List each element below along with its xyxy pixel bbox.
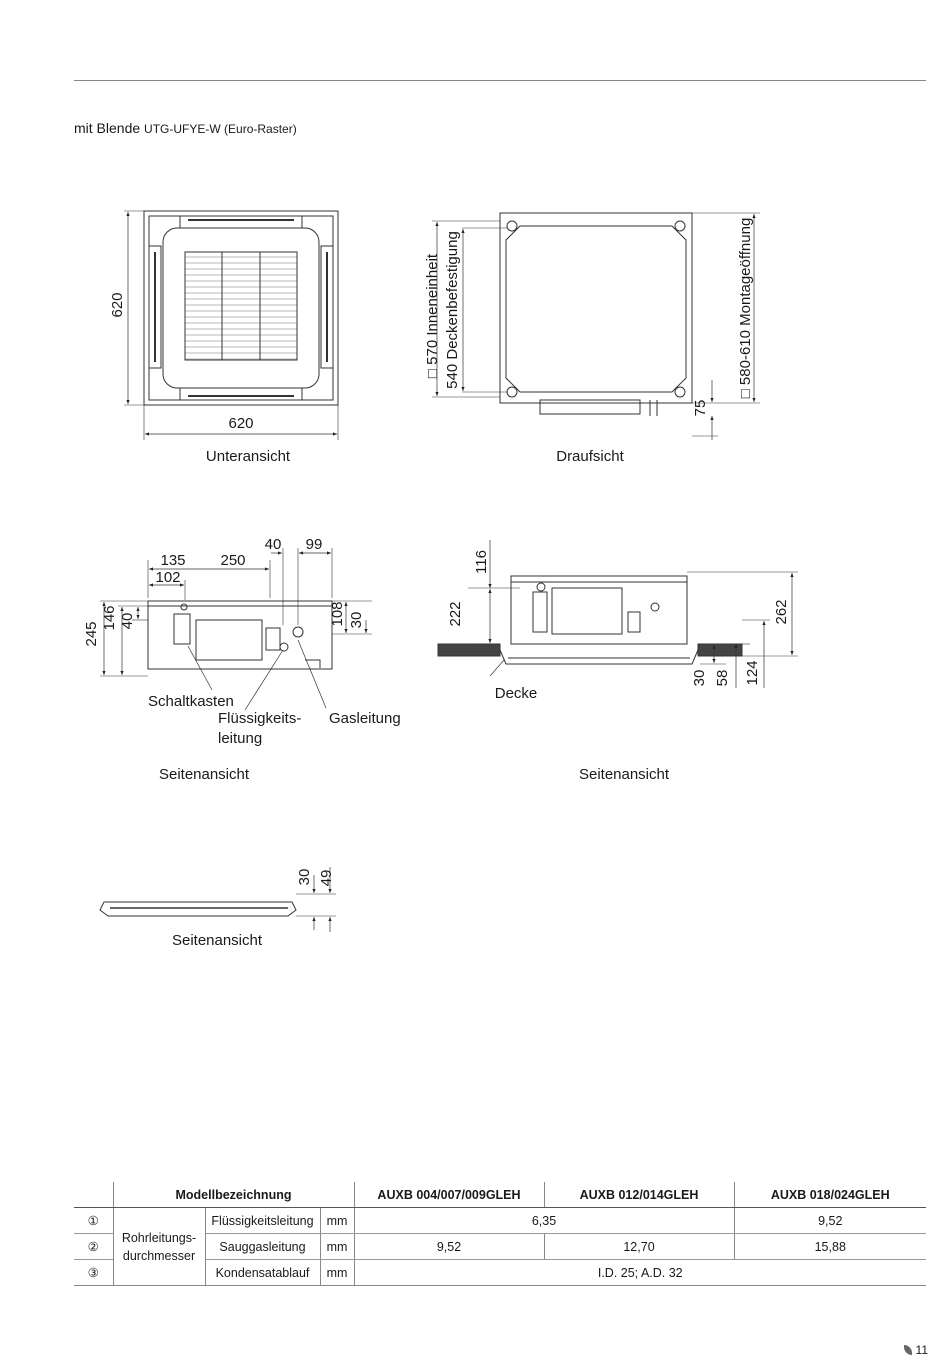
row-unit: mm [320, 1260, 354, 1286]
label-gas-line: Gasleitung [329, 710, 401, 727]
table-header-row [74, 1182, 926, 1208]
label-switch-box: Schaltkasten [148, 693, 234, 710]
dim-75: 75 [692, 399, 709, 417]
dim-ceiling-mount: 540 Deckenbefestigung [444, 231, 461, 389]
row-number: ① [74, 1208, 113, 1234]
label-liquid-line-1: Flüssigkeits- [218, 710, 302, 727]
subtitle-prefix: mit Blende [74, 120, 141, 136]
page-number-text: 11 [915, 1343, 928, 1357]
row-value: 6,35 [354, 1208, 734, 1234]
dim-mount-opening: □ 580-610 Montageöffnung [737, 217, 754, 399]
caption-side-view-2: Seitenansicht [578, 766, 670, 783]
caption-side-view-3: Seitenansicht [171, 932, 263, 949]
dim-58: 58 [714, 669, 731, 687]
bottom-view [124, 211, 338, 440]
dim-124: 124 [744, 660, 761, 686]
row-value: I.D. 25; A.D. 32 [354, 1260, 926, 1286]
label-ceiling: Decke [494, 685, 538, 702]
caption-bottom-view: Unteransicht [205, 448, 291, 465]
dim-262: 262 [773, 599, 790, 625]
group-pipe-diameter [113, 1208, 205, 1286]
dim-40-side: 40 [119, 612, 136, 630]
dim-bottom-width: 620 [228, 415, 254, 432]
row-number: ② [74, 1234, 113, 1260]
dim-30-side2: 30 [691, 669, 708, 687]
caption-top-view: Draufsicht [556, 448, 624, 465]
leaf-icon [904, 1345, 912, 1355]
row-value: 15,88 [734, 1234, 926, 1260]
row-name: Kondensatablauf [205, 1260, 320, 1286]
header-model: Modellbezeichnung [113, 1182, 354, 1208]
header-model-3: AUXB 018/024GLEH [734, 1182, 926, 1208]
dim-108: 108 [329, 601, 346, 627]
row-value: 9,52 [354, 1234, 544, 1260]
row-value: 9,52 [734, 1208, 926, 1234]
dim-30-side3: 30 [296, 868, 313, 886]
dim-49: 49 [318, 869, 335, 887]
dim-102: 102 [155, 569, 181, 586]
page-number [904, 1343, 928, 1357]
dim-unit-size: □ 570 Inneneinheit [424, 253, 441, 379]
group-label-line-1: Rohrleitungs- [121, 1230, 197, 1245]
group-label-line-2: durchmesser [122, 1248, 196, 1263]
dim-bottom-height: 620 [109, 292, 126, 318]
dim-250: 250 [220, 552, 246, 569]
header-model-1: AUXB 004/007/009GLEH [354, 1182, 544, 1208]
dim-99: 99 [305, 536, 323, 553]
dim-40-top: 40 [264, 536, 282, 553]
side-view-1 [100, 548, 372, 710]
row-number: ③ [74, 1260, 113, 1286]
row-value: 12,70 [544, 1234, 734, 1260]
dim-245: 245 [83, 621, 100, 647]
table-row [74, 1208, 926, 1234]
subtitle-model: UTG-UFYE-W (Euro-Raster) [144, 122, 297, 136]
spec-table [74, 1182, 926, 1286]
dim-222: 222 [447, 601, 464, 627]
row-unit: mm [320, 1234, 354, 1260]
dim-135: 135 [160, 552, 186, 569]
header-model-2: AUXB 012/014GLEH [544, 1182, 734, 1208]
row-unit: mm [320, 1208, 354, 1234]
row-name: Sauggasleitung [205, 1234, 320, 1260]
dim-146: 146 [101, 605, 118, 631]
row-name: Flüssigkeitsleitung [205, 1208, 320, 1234]
dim-116: 116 [473, 550, 490, 574]
dim-30-side1: 30 [348, 611, 365, 629]
caption-side-view-1: Seitenansicht [158, 766, 250, 783]
label-liquid-line-2: leitung [218, 730, 263, 747]
top-view [432, 213, 760, 440]
